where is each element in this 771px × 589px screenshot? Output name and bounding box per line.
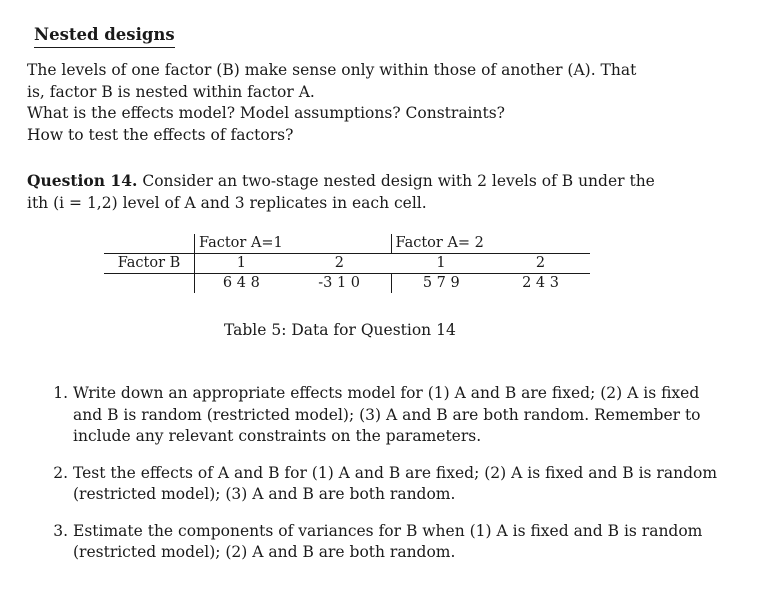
group-header-a2: Factor A= 2 [391, 234, 590, 254]
group-header-a1: Factor A=1 [195, 234, 392, 254]
data-table [104, 234, 590, 293]
empty-cell [104, 274, 195, 294]
data-cell: 5 7 9 [422, 275, 460, 291]
question-text-line2: ith (i = 1,2) level of A and 3 replicates in each cell. [27, 193, 427, 212]
data-cell: -3 1 0 [288, 274, 391, 294]
level-header: 1 [391, 254, 491, 274]
question-paragraph [27, 170, 677, 214]
intro-line: How to test the effects of factors? [27, 125, 294, 144]
section-heading: Nested designs [34, 24, 175, 48]
list-item: 1. Write down an appropriate effects model for (1) A and B are fixed; (2) A is fixed and B is random (restricted model); (3) A and B are both random. Remember to include any relevant constraints on the parameters. [73, 383, 723, 448]
table-corner [104, 234, 195, 254]
level-header: 2 [288, 254, 391, 274]
level-header: 1 [195, 254, 288, 274]
task-list [27, 383, 723, 579]
intro-line: is, factor B is nested within factor A. [27, 82, 315, 101]
question-text: Consider an two-stage nested design with 2 levels of B under the [142, 172, 655, 190]
list-item: 3. Estimate the components of variances for B when (1) A is fixed and B is random (restricted model); (2) A and B are both random. [73, 521, 723, 564]
level-header: 2 [491, 254, 590, 274]
row-header: Factor B [104, 254, 195, 274]
intro-line: The levels of one factor (B) make sense only within those of another (A). That [27, 61, 637, 79]
table-caption: Table 5: Data for Question 14 [224, 321, 456, 339]
intro-paragraph [27, 60, 677, 146]
list-item: 2. Test the effects of A and B for (1) A and B are fixed; (2) A is fixed and B is random (restricted model); (3) A and B are both random. [73, 463, 723, 506]
data-cell: 2 4 3 [522, 275, 559, 291]
intro-line: What is the effects model? Model assumptions? Constraints? [27, 104, 505, 122]
question-label: Question 14. [27, 171, 138, 190]
data-cell: 6 4 8 [195, 274, 288, 294]
